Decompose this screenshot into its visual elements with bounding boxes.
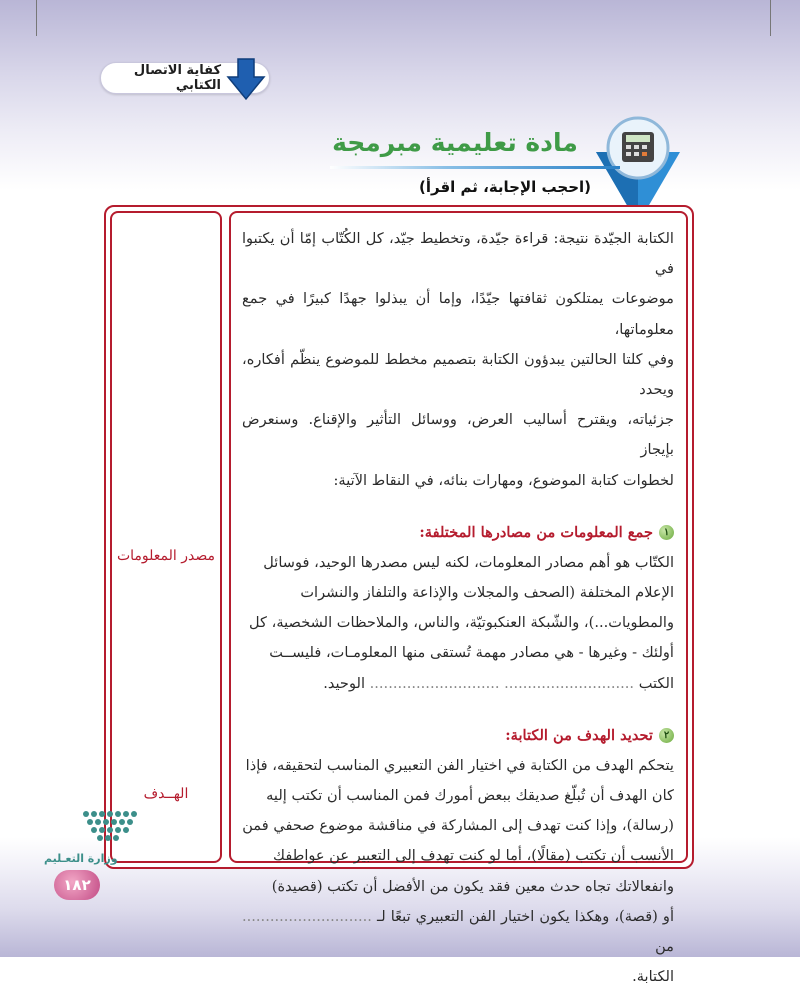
section-line: الكتّاب هو أهم مصادر المعلومات، لكنه ليس مصدرها الوحيد، فوسائل bbox=[263, 553, 674, 571]
answer-blank[interactable]: ............................ bbox=[504, 674, 635, 692]
lesson-title: مادة تعليمية مبرمجة bbox=[332, 128, 578, 157]
answer-blank[interactable]: ............................ bbox=[242, 907, 372, 925]
section-line: يتحكم الهدف من الكتابة في اختيار الفن التعبيري المناسب لتحقيقه، فإذا bbox=[245, 756, 674, 774]
number-badge-icon: ١ bbox=[659, 525, 674, 540]
sidebar-label-sources: مصدر المعلومات bbox=[116, 548, 215, 564]
section-line: الكتابة. bbox=[632, 968, 674, 986]
fill-in-line bbox=[242, 902, 674, 962]
lesson-content bbox=[242, 224, 674, 992]
section-line: الإعلام المختلفة (الصحف والمجلات والإذاعة والتلفاز والنشرات bbox=[300, 584, 674, 602]
instruction-text: (احجب الإجابة، ثم اقرأ) bbox=[418, 178, 592, 196]
intro-line: جزئياته، ويقترح أساليب العرض، ووسائل التأثير والإقناع. وسنعرض بإيجاز bbox=[242, 411, 674, 459]
title-underline bbox=[330, 166, 620, 169]
ministry-logo-icon bbox=[74, 800, 158, 860]
section-line: الأنسب أن تكتب (مقالًا)، أما لو كنت تهدف إلى التعبير عن عواطفك bbox=[273, 847, 674, 865]
intro-line: الكتابة الجيّدة نتيجة: قراءة جيّدة، وتخطيط جيّد، كل الكُتّاب إمّا أن يكتبوا في bbox=[242, 230, 674, 278]
section-heading-text: جمع المعلومات من مصادرها المختلفة: bbox=[419, 523, 653, 541]
intro-line: وفي كلتا الحالتين يبدؤون الكتابة بتصميم مخطط للموضوع ينظّم أفكاره، ويحدد bbox=[242, 350, 674, 399]
fill-end-text: الوحيد. bbox=[323, 674, 365, 692]
crop-mark-left bbox=[36, 0, 37, 36]
crop-mark-right bbox=[770, 0, 771, 36]
sidebar-column bbox=[110, 211, 222, 863]
fill-in-line bbox=[242, 669, 674, 699]
section-heading-sources bbox=[242, 518, 674, 548]
fill-start-text: الكتب bbox=[638, 674, 674, 692]
ministry-name: وزارة التعـليم bbox=[44, 852, 118, 865]
spacer bbox=[242, 699, 674, 721]
section-line: كان الهدف أن تُبلّغ صديقك ببعض أمورك فمن المناسب أن تكتب إليه bbox=[266, 787, 674, 805]
fill-end-text: من bbox=[655, 938, 674, 956]
page-number: ١٨٢ bbox=[54, 870, 100, 900]
fill-start-text: أو (قصة)، وهكذا يكون اختيار الفن التعبيري تبعًا لـ bbox=[376, 907, 675, 925]
sidebar-label-goal: الهــدف bbox=[143, 786, 189, 802]
section-line: وانفعالاتك تجاه حدث معين فقد يكون من الأفضل أن تكتب (قصيدة) bbox=[271, 877, 674, 895]
skill-tab-label: كفاية الاتصال الكتابي bbox=[133, 63, 221, 93]
section-heading-text: تحديد الهدف من الكتابة: bbox=[505, 726, 653, 744]
intro-line: لخطوات كتابة الموضوع، ومهارات بنائه، في النقاط الآتية: bbox=[333, 471, 674, 489]
down-arrow-icon bbox=[226, 57, 266, 101]
section-line: والمطويات...)، والشّبكة العنكبوتيّة، والناس، والملاحظات الشخصية، كل bbox=[248, 614, 674, 632]
number-badge-icon: ٢ bbox=[659, 728, 674, 743]
section-heading-goal bbox=[242, 721, 674, 751]
spacer bbox=[242, 496, 674, 518]
answer-blank[interactable]: ............................ bbox=[369, 674, 500, 692]
section-line: أولئك - وغيرها - هي مصادر مهمة تُستقى منها المعلومـات، فليســت bbox=[269, 644, 674, 662]
intro-line: موضوعات يمتلكون ثقافتها جيّدًا، وإما أن يبذلوا جهدًا كبيرًا في جمع معلوماتها، bbox=[242, 290, 674, 338]
section-line: (رسالة)، وإذا كنت تهدف إلى المشاركة في مناقشة موضوع صحفي فمن bbox=[242, 817, 674, 835]
